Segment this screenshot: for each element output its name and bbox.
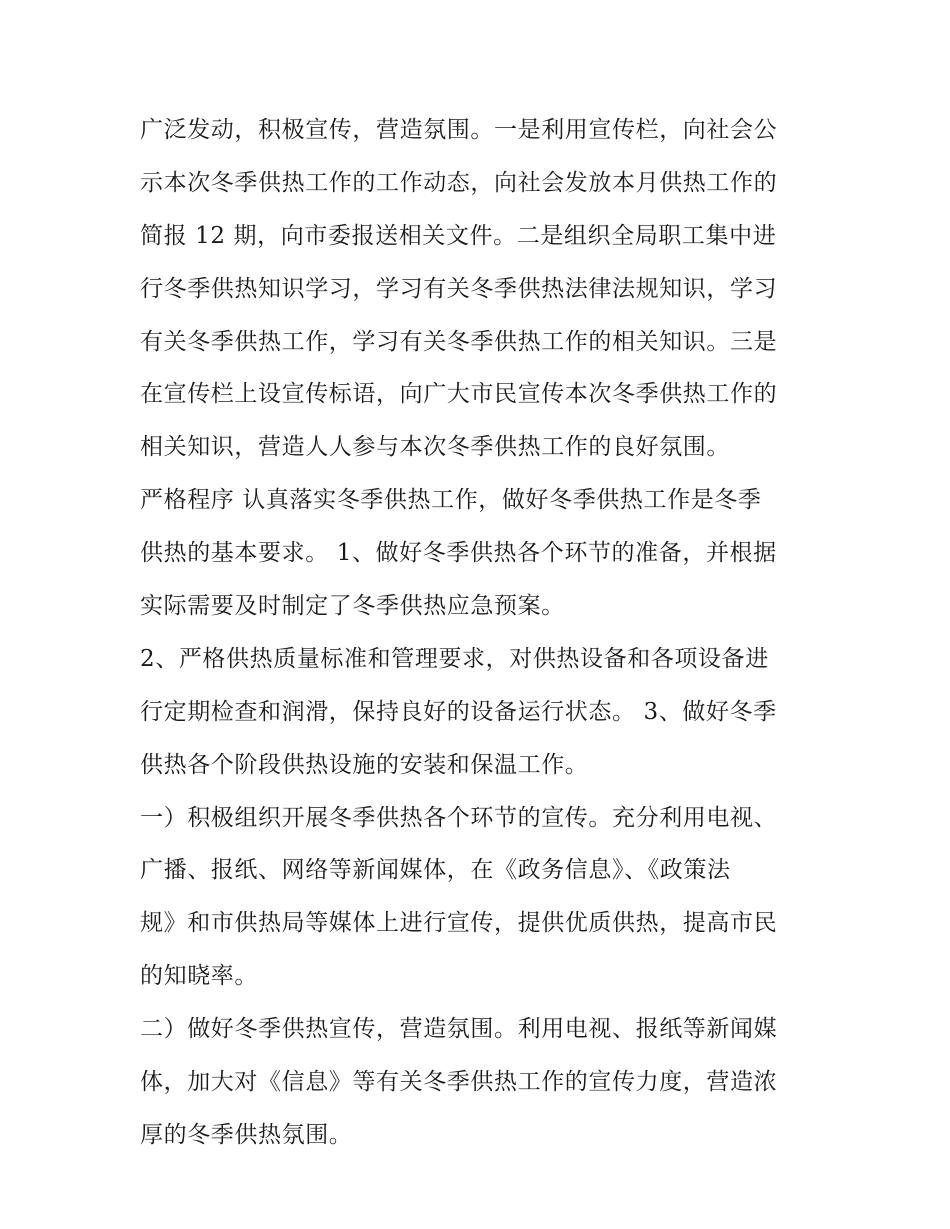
text-line: 有关冬季供热工作，学习有关冬季供热工作的相关知识。三是: [140, 328, 778, 355]
text-line: 实际需要及时制定了冬季供热应急预案。: [140, 593, 565, 620]
text-line: 二）做好冬季供热宣传，营造氛围。利用电视、报纸等新闻媒: [140, 1016, 778, 1043]
text-line: 相关知识，营造人人参与本次冬季供热工作的良好氛围。: [140, 434, 730, 461]
text-line: 广泛发动，积极宣传，营造氛围。一是利用宣传栏，向社会公: [140, 117, 778, 143]
text-line: 在宣传栏上设宣传标语，向广大市民宣传本次冬季供热工作的: [140, 381, 778, 408]
text-line: 行冬季供热知识学习，学习有关冬季供热法律法规知识，学习: [140, 275, 778, 302]
text-line: 厚的冬季供热氛围。: [140, 1121, 353, 1148]
text-line: 严格程序 认真落实冬季供热工作，做好冬季供热工作是冬季: [140, 487, 762, 514]
text-line: 供热各个阶段供热设施的安装和保温工作。: [140, 751, 589, 778]
text-line: 简报 12 期，向市委报送相关文件。二是组织全局职工集中进: [140, 222, 777, 249]
text-line: 的知晓率。: [140, 963, 258, 990]
text-line: 体，加大对《信息》等有关冬季供热工作的宣传力度，营造浓: [140, 1069, 778, 1096]
text-line: 供热的基本要求。 1、做好冬季供热各个环节的准备，并根据: [140, 540, 777, 567]
document-body: [140, 104, 830, 1162]
text-line: 2、严格供热质量标准和管理要求，对供热设备和各项设备进: [140, 645, 769, 672]
text-line: 广播、报纸、网络等新闻媒体，在《政务信息》、《政策法: [140, 857, 731, 884]
text-line: 一）积极组织开展冬季供热各个环节的宣传。充分利用电视、: [140, 804, 778, 831]
text-line: 示本次冬季供热工作的工作动态，向社会发放本月供热工作的: [140, 169, 778, 196]
text-line: 规》和市供热局等媒体上进行宣传，提供优质供热，提高市民: [140, 910, 778, 937]
text-line: 行定期检查和润滑，保持良好的设备运行状态。 3、做好冬季: [140, 698, 777, 725]
